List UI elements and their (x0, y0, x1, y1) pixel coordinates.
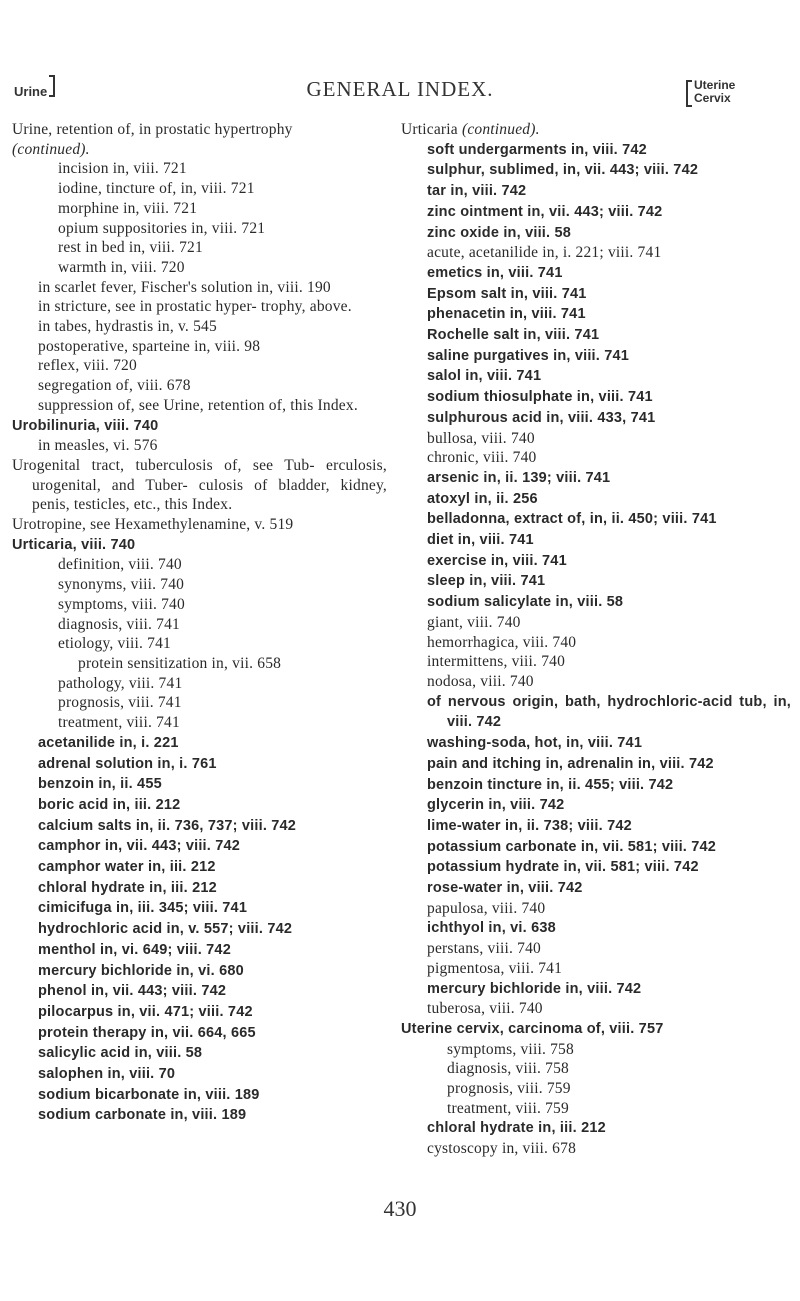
index-entry (12, 693, 387, 713)
index-entry (12, 258, 387, 278)
index-entry-text: rose-water in, viii. 742 (427, 880, 583, 897)
index-entry (12, 1023, 387, 1044)
index-entry (12, 919, 387, 940)
index-entry (401, 120, 791, 140)
index-entry (12, 238, 387, 258)
index-entry-text: benzoin tincture in, ii. 455; viii. 742 (427, 776, 674, 793)
index-entry-text: zinc ointment in, vii. 443; viii. 742 (427, 203, 663, 220)
index-entry (401, 181, 791, 202)
index-entry (12, 774, 387, 795)
index-entry-text: chloral hydrate in, iii. 212 (427, 1120, 606, 1137)
index-entry-text: zinc oxide in, viii. 58 (427, 224, 572, 241)
page-title: GENERAL INDEX. (306, 77, 494, 101)
index-entry (12, 456, 387, 515)
index-entry-text: camphor in, vii. 443; viii. 742 (38, 838, 241, 855)
index-entry-text: Epsom salt in, viii. 741 (427, 285, 587, 302)
header-right-guide-word-2: Cervix (694, 91, 731, 105)
index-entry-text: saline purgatives in, viii. 741 (427, 347, 630, 364)
index-entry-text: giant, viii. 740 (427, 613, 521, 631)
index-entry (12, 981, 387, 1002)
index-entry-text: benzoin in, ii. 455 (38, 776, 162, 793)
index-entry-text: menthol in, vi. 649; viii. 742 (38, 941, 231, 958)
index-column-right (401, 120, 791, 1159)
index-entry (12, 120, 387, 140)
index-entry-text: iodine, tincture of, in, viii. 721 (58, 180, 255, 198)
index-entry (12, 555, 387, 575)
index-entry (401, 652, 791, 672)
index-entry-text: diagnosis, viii. 741 (58, 615, 180, 633)
header-right-guide (686, 79, 735, 105)
index-entry-text: soft undergarments in, viii. 742 (427, 141, 647, 158)
index-entry (12, 1002, 387, 1023)
index-entry (12, 337, 387, 357)
index-entry (401, 387, 791, 408)
index-entry (12, 1105, 387, 1126)
index-entry-text: symptoms, viii. 758 (447, 1040, 574, 1058)
index-entry (401, 754, 791, 775)
index-entry-text: washing-soda, hot, in, viii. 741 (427, 735, 643, 752)
index-entry-text: phenacetin in, viii. 741 (427, 306, 586, 323)
index-entry (401, 468, 791, 489)
index-entry (401, 304, 791, 325)
index-entry (12, 878, 387, 899)
index-entry-text: sodium carbonate in, viii. 189 (38, 1107, 247, 1124)
index-entry-text: intermittens, viii. 740 (427, 653, 566, 671)
index-entry (12, 278, 387, 298)
index-entry-text: rest in bed in, viii. 721 (58, 239, 203, 257)
index-entry (401, 1079, 791, 1099)
index-entry-text: in measles, vi. 576 (38, 437, 158, 455)
index-entry-text: atoxyl in, ii. 256 (427, 490, 538, 507)
index-entry (401, 613, 791, 633)
index-entry (12, 1085, 387, 1106)
index-entry (12, 219, 387, 239)
index-entry (12, 515, 387, 535)
index-entry (401, 857, 791, 878)
index-entry (12, 898, 387, 919)
index-entry (401, 1118, 791, 1139)
index-entry-text: Urotropine, see Hexamethylenamine, v. 519 (12, 516, 294, 534)
index-entry-text: tar in, viii. 742 (427, 183, 527, 200)
index-entry (12, 940, 387, 961)
index-entry (401, 733, 791, 754)
index-entry-text: diet in, viii. 741 (427, 532, 534, 549)
index-entry (401, 284, 791, 305)
index-entry-text: papulosa, viii. 740 (427, 899, 546, 917)
index-entry-text: Urticaria (401, 121, 462, 138)
index-entry-text: mercury bichloride in, vi. 680 (38, 962, 244, 979)
index-entry-text: of nervous origin, bath, hydrochloric-acid tub, in, viii. 742 (427, 693, 791, 731)
index-entry-text: ichthyol in, vi. 638 (427, 920, 556, 937)
index-entry (401, 509, 791, 530)
index-entry-text: salol in, viii. 741 (427, 368, 542, 385)
index-entry-text: Urticaria, viii. 740 (12, 536, 136, 553)
index-entry (401, 1099, 791, 1119)
index-entry (401, 202, 791, 223)
index-entry (12, 179, 387, 199)
index-entry (12, 396, 387, 416)
index-entry (12, 857, 387, 878)
index-entry-text: chloral hydrate in, iii. 212 (38, 879, 217, 896)
index-entry (401, 672, 791, 692)
index-entry (12, 595, 387, 615)
index-entry (401, 837, 791, 858)
index-entry (401, 448, 791, 468)
index-entry (401, 346, 791, 367)
index-entry-text: calcium salts in, ii. 736, 737; viii. 742 (38, 817, 297, 834)
index-entry-text: Urogenital tract, tuberculosis of, see Tub- erculosis, urogenital, and Tuber- culosis of bladder, kidney, penis, testicles, etc., this Index. (12, 456, 387, 514)
index-entry-text: chronic, viii. 740 (427, 449, 537, 467)
index-entry-text: nodosa, viii. 740 (427, 672, 534, 690)
index-entry-text: synonyms, viii. 740 (58, 576, 185, 594)
index-entry-text: sulphurous acid in, viii. 433, 741 (427, 409, 656, 426)
index-entry-text: arsenic in, ii. 139; viii. 741 (427, 469, 611, 486)
index-entry-text: camphor water in, iii. 212 (38, 859, 216, 876)
index-entry-text: Urine, retention of, in prostatic hypertrophy (12, 121, 293, 138)
index-entry-text: potassium hydrate in, vii. 581; viii. 742 (427, 859, 699, 876)
index-entry (401, 918, 791, 939)
index-entry-text: adrenal solution in, i. 761 (38, 755, 217, 772)
index-entry (401, 592, 791, 613)
index-entry (401, 325, 791, 346)
index-entry-text: exercise in, viii. 741 (427, 552, 567, 569)
index-entry (401, 160, 791, 181)
header-right-guide-word-1: Uterine (694, 78, 736, 92)
index-entry-text: pigmentosa, viii. 741 (427, 959, 563, 977)
index-entry-text: hemorrhagica, viii. 740 (427, 633, 577, 651)
index-entry-text: (continued). (12, 140, 90, 158)
index-entry-text: potassium carbonate in, vii. 581; viii. 742 (427, 838, 717, 855)
index-entry (401, 633, 791, 653)
index-entry (12, 961, 387, 982)
index-entry-text: cystoscopy in, viii. 678 (427, 1140, 577, 1158)
index-entry (12, 795, 387, 816)
index-entry-text: sodium salicylate in, viii. 58 (427, 594, 624, 611)
index-entry (401, 1059, 791, 1079)
index-entry-text: belladonna, extract of, in, ii. 450; viii. 741 (427, 511, 717, 528)
index-entry-text: incision in, viii. 721 (58, 160, 187, 178)
index-entry (401, 795, 791, 816)
index-entry (401, 571, 791, 592)
index-entry (12, 1043, 387, 1064)
index-entry-text: salophen in, viii. 70 (38, 1066, 176, 1083)
index-entry-text: salicylic acid in, viii. 58 (38, 1045, 203, 1062)
index-entry (401, 140, 791, 161)
index-entry (12, 713, 387, 733)
index-entry-text: in tabes, hydrastis in, v. 545 (38, 318, 217, 336)
index-entry-text: boric acid in, iii. 212 (38, 796, 181, 813)
index-entry-text: pathology, viii. 741 (58, 674, 183, 692)
index-entry (12, 1064, 387, 1085)
index-entry-text: acute, acetanilide in, i. 221; viii. 741 (427, 244, 662, 262)
index-entry (12, 634, 387, 654)
index-entry-text: diagnosis, viii. 758 (447, 1060, 569, 1078)
index-entry (12, 535, 387, 556)
index-entry-text: sleep in, viii. 741 (427, 573, 546, 590)
index-entry (12, 654, 387, 674)
index-entry-continued: (continued). (461, 121, 540, 138)
index-entry-text: glycerin in, viii. 742 (427, 797, 565, 814)
index-entry (12, 199, 387, 219)
index-entry (12, 674, 387, 694)
index-entry-text: sodium bicarbonate in, viii. 189 (38, 1086, 260, 1103)
index-entry (12, 356, 387, 376)
index-entry-text: lime-water in, ii. 738; viii. 742 (427, 817, 632, 834)
index-entry (12, 754, 387, 775)
index-entry-text: suppression of, see Urine, retention of, this Index. (38, 396, 358, 414)
index-entry-text: in scarlet fever, Fischer's solution in, viii. 190 (38, 278, 331, 296)
index-entry (401, 692, 791, 733)
index-entry (401, 939, 791, 959)
index-entry-text: prognosis, viii. 759 (447, 1080, 571, 1098)
index-entry (12, 376, 387, 396)
index-entry-text: treatment, viii. 741 (58, 714, 180, 732)
index-entry-text: pilocarpus in, vii. 471; viii. 742 (38, 1003, 253, 1020)
index-entry-text: warmth in, viii. 720 (58, 258, 185, 276)
index-entry-text: bullosa, viii. 740 (427, 429, 535, 447)
index-entry-text: in stricture, see in prostatic hyper- trophy, above. (38, 298, 352, 316)
index-entry (12, 615, 387, 635)
index-entry (401, 243, 791, 263)
index-entry-text: reflex, viii. 720 (38, 357, 137, 375)
index-entry (401, 999, 791, 1019)
index-entry (401, 530, 791, 551)
index-entry (401, 1040, 791, 1060)
index-entry-text: pain and itching in, adrenalin in, viii. 742 (427, 755, 714, 772)
index-entry (401, 979, 791, 1000)
index-entry (12, 575, 387, 595)
index-entry (401, 223, 791, 244)
index-entry-text: emetics in, viii. 741 (427, 264, 563, 281)
index-entry-text: protein therapy in, vii. 664, 665 (38, 1024, 256, 1041)
index-entry (401, 263, 791, 284)
index-entry-text: sulphur, sublimed, in, vii. 443; viii. 742 (427, 162, 699, 179)
index-entry (12, 297, 387, 317)
index-entry-text: Uterine cervix, carcinoma of, viii. 757 (401, 1020, 664, 1037)
index-column-left (12, 120, 387, 1126)
index-entry (401, 489, 791, 510)
index-entry-text: prognosis, viii. 741 (58, 694, 182, 712)
index-entry (401, 551, 791, 572)
index-entry (12, 140, 387, 160)
index-entry-text: Urobilinuria, viii. 740 (12, 417, 159, 434)
index-entry-text: acetanilide in, i. 221 (38, 734, 179, 751)
index-entry-text: protein sensitization in, vii. 658 (78, 654, 282, 672)
index-entry-text: cimicifuga in, iii. 345; viii. 741 (38, 900, 248, 917)
index-entry (401, 775, 791, 796)
index-entry (401, 816, 791, 837)
header-right-bracket (686, 80, 692, 107)
index-entry-text: symptoms, viii. 740 (58, 595, 185, 613)
index-entry (401, 899, 791, 919)
index-entry-text: tuberosa, viii. 740 (427, 1000, 543, 1018)
index-entry-text: opium suppositories in, viii. 721 (58, 219, 266, 237)
index-entry (12, 416, 387, 437)
index-entry (401, 959, 791, 979)
index-entry (401, 878, 791, 899)
index-entry (12, 436, 387, 456)
index-entry (12, 159, 387, 179)
index-entry (12, 317, 387, 337)
index-entry (401, 1139, 791, 1159)
index-entry (401, 408, 791, 429)
index-entry-text: postoperative, sparteine in, viii. 98 (38, 337, 261, 355)
index-entry-text: perstans, viii. 740 (427, 940, 542, 958)
index-entry (401, 1019, 791, 1040)
index-entry-text: sodium thiosulphate in, viii. 741 (427, 389, 653, 406)
index-entry-text: Rochelle salt in, viii. 741 (427, 327, 600, 344)
index-entry-text: segregation of, viii. 678 (38, 377, 191, 395)
index-entry (401, 429, 791, 449)
index-entry-text: hydrochloric acid in, v. 557; viii. 742 (38, 921, 293, 938)
index-entry (12, 836, 387, 857)
index-entry (12, 733, 387, 754)
index-entry-text: etiology, viii. 741 (58, 635, 172, 653)
index-entry (12, 816, 387, 837)
index-entry-text: definition, viii. 740 (58, 556, 182, 574)
index-entry-text: treatment, viii. 759 (447, 1099, 569, 1117)
index-entry-text: morphine in, viii. 721 (58, 199, 198, 217)
page-number: 430 (383, 1196, 417, 1221)
index-entry-text: phenol in, vii. 443; viii. 742 (38, 983, 227, 1000)
index-entry-text: mercury bichloride in, viii. 742 (427, 980, 642, 997)
header-left-guide-word: Urine (14, 84, 48, 99)
index-entry (401, 366, 791, 387)
